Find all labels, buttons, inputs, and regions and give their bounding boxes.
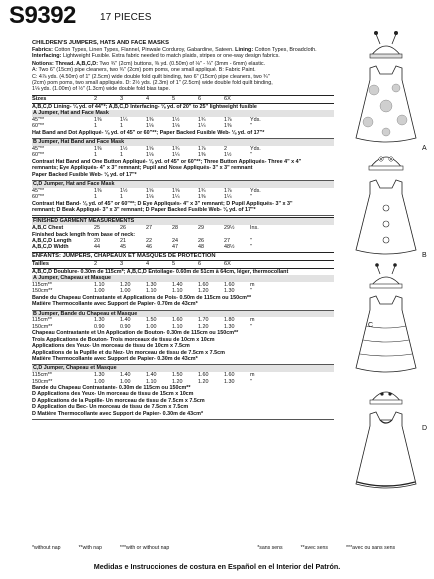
- footnote: ***with or without nap: [119, 545, 170, 551]
- finished-value: 24: [172, 237, 178, 244]
- finished-value: 44: [94, 244, 100, 251]
- taille-value: 5: [172, 260, 176, 267]
- yardage-value: 1.30: [224, 288, 235, 295]
- yardage-value: 1.10: [146, 288, 157, 295]
- chest-value: 25: [94, 225, 100, 232]
- yardage-value: 1¼: [172, 152, 180, 159]
- yardage-value: 1.30: [94, 372, 105, 378]
- section-title: A Jumper, Chapeau et Masque: [32, 275, 334, 282]
- size-value: 2: [94, 95, 98, 102]
- figure-label-c: C: [368, 322, 374, 329]
- section-note: remnant; D Beak Appliqué- 3" x 3" remnant; D Paper Backed Fusible Web- ⅛ yd. of 17"*: [32, 207, 256, 214]
- yardage-value: 2: [224, 145, 227, 152]
- taille-value: 6X: [224, 260, 231, 267]
- yardage-value: 1⅜: [94, 116, 102, 123]
- yardage-value: 1⅛: [146, 123, 154, 130]
- notions-abcd: Two ¾" (2cm) buttons, ⅜ yd. (0.50m) of ⅛" - ¼" (3mm - 6mm) elastic.: [97, 60, 266, 67]
- figure-a-jumper: [356, 66, 416, 142]
- yardage-unit: ": [250, 194, 252, 201]
- section-note: Contrast Hat Band and One Button Appliqué- ⅛ yd. of 45" or 60"**; Three Button Appliqués- Three 4" x 4": [32, 158, 302, 165]
- interfacing-label: Interfacing:: [32, 53, 62, 60]
- yardage-value: 1¼: [120, 116, 128, 123]
- yardage-value: 1.40: [120, 317, 131, 324]
- figure-b-jumper: [356, 180, 416, 254]
- yardage-value: 1.30: [224, 378, 235, 385]
- finished-value: 47: [172, 244, 178, 251]
- yardage-width: 45"**: [32, 116, 45, 123]
- size-value: 5: [172, 95, 176, 102]
- figure-c-hat: [370, 263, 402, 288]
- finished-value: 48½: [224, 244, 235, 251]
- yardage-value: 1.80: [224, 317, 235, 324]
- yardage-value: 1.50: [172, 372, 183, 378]
- yardage-value: 1½: [224, 152, 232, 159]
- yardage-value: 0.90: [94, 323, 105, 330]
- yardage-value: 1.60: [198, 372, 209, 378]
- french-yardage-sections: [32, 275, 334, 420]
- yardage-unit: m: [250, 372, 255, 378]
- chest-value: 29: [198, 225, 204, 232]
- yardage-value: 1.00: [120, 288, 131, 295]
- finished-value: 45: [120, 244, 126, 251]
- finished-row: [32, 244, 334, 251]
- finished-rows: [32, 238, 334, 251]
- footnote: *without nap: [32, 545, 61, 551]
- chest-value: 26: [120, 225, 126, 232]
- section-note: Matière Thermocollante avec Support de Papier- 0.70m de 43cm*: [32, 301, 198, 308]
- chest-value: 29½: [224, 225, 235, 232]
- section-title: A Jumper, Hat and Face Mask: [32, 110, 334, 117]
- yardage-value: 1⅛: [146, 194, 154, 201]
- section-note: Bande du Chapeau Contrastante et Applications de Pois- 0.50m de 115cm ou 150cm**: [32, 294, 252, 301]
- yardage-width: 60"**: [32, 152, 45, 159]
- yardage-value: 1⅝: [146, 145, 154, 152]
- notions-line-5: 1⅛ yds. (1.00m) of ½" (1.3cm) wide double fold bias tape.: [32, 86, 170, 93]
- section-note: Contrast Hat Band- ⅛ yd. of 45" or 60"**; D Eye Appliqués- 4" x 3" remnant; D Pupil Appliqués- 3" x 3": [32, 200, 293, 207]
- finished-value: 46: [146, 244, 152, 251]
- yardage-value: 1.20: [172, 378, 183, 385]
- fabrics-text: [32, 47, 334, 60]
- sizes-label: Sizes: [32, 95, 47, 102]
- figure-label-d: D: [422, 425, 428, 432]
- finished-unit: ": [250, 237, 252, 244]
- yardage-value: 0.90: [120, 323, 131, 330]
- finished-value: 27: [224, 237, 230, 244]
- yardage-value: 1⅞: [224, 187, 232, 194]
- section-title: C,D Jumper, Chapeau et Masque: [32, 365, 334, 372]
- pieces-count: 17 PIECES: [100, 12, 152, 23]
- yardage-unit: ": [250, 288, 252, 295]
- section-title: C,D Jumper, Hat and Face Mask: [32, 181, 334, 188]
- yardage-value: 1¾: [198, 116, 206, 123]
- yardage-value: 1¾: [198, 187, 206, 194]
- yardage-value: 1⅜: [198, 152, 206, 159]
- footnote: *sans sens: [257, 545, 283, 551]
- yardage-value: 1.30: [146, 281, 157, 288]
- yardage-value: 1.20: [198, 378, 209, 385]
- notions-text: [32, 61, 334, 93]
- yardage-value: 1⅞: [224, 116, 232, 123]
- yardage-value: 1.60: [172, 317, 183, 324]
- yardage-value: 1¾: [172, 145, 180, 152]
- yardage-unit: m: [250, 281, 255, 288]
- section-note: Paper Backed Fusible Web- ⅛ yd. of 17"*: [32, 171, 137, 178]
- lining-list: Cotton Types, Broadcloth.: [253, 47, 317, 53]
- section-note: D Application du Bec- Un morceau de tissu de 7.5cm x 7.5cm: [32, 404, 189, 411]
- yardage-value: 1: [120, 152, 123, 159]
- yardage-value: 1.40: [172, 281, 183, 288]
- yardage-width: 45"**: [32, 145, 45, 152]
- section-note: Applications des Yeux- Un morceau de tissu de 10cm x 7.5cm: [32, 343, 190, 350]
- taille-value: 6: [198, 260, 202, 267]
- yardage-value: 1.10: [94, 281, 105, 288]
- garment-illustrations: [340, 28, 430, 548]
- yardage-unit: ": [250, 378, 252, 385]
- yardage-unit: ": [250, 323, 252, 330]
- yardage-value: 1.30: [94, 317, 105, 324]
- back-length-label: Finished back length from base of neck:: [32, 231, 136, 238]
- notions-line-4: (2cm) pom poms, two small appliqués. D: 2½ yds. (2.3m) of 1" (2.5cm) wide double fold quilt binding,: [32, 80, 273, 87]
- yardage-value: 1.50: [146, 317, 157, 324]
- yardage-value: 1⅝: [146, 187, 154, 194]
- yardage-width: 150cm**: [32, 323, 53, 330]
- taille-value: 4: [146, 260, 150, 267]
- yardage-value: 1.00: [94, 378, 105, 385]
- notions-line-2: A: Two 6" (15cm) pipe cleaners, two ¾" (2cm) pom poms, one small appliqué. B: Fabric Paint.: [32, 67, 256, 74]
- finished-measurements-title: FINISHED GARMENT MEASUREMENTS: [32, 218, 334, 225]
- section-title: B Jumper, Bande du Chapeau et Masque: [32, 311, 334, 318]
- yardage-value: 1.40: [120, 372, 131, 378]
- section-title: B Jumper, Hat Band and Face Mask: [32, 139, 334, 146]
- lining-label: Lining:: [233, 47, 254, 53]
- figure-d-jumper: [356, 412, 416, 488]
- section-note: remnants; Eye Appliqués- 4" x 3" remnant; Pupil and Nose Appliqués- 3" x 3" remnant: [32, 165, 253, 172]
- yardage-value: 1.20: [198, 323, 209, 330]
- figure-label-b: B: [422, 252, 427, 259]
- section-note: Hat Band and Dot Appliqué- ⅛ yd. of 45" or 60"**; Paper Backed Fusible Web- ⅛ yd. of 17"*: [32, 129, 265, 136]
- yardage-value: 1.20: [198, 288, 209, 295]
- tailles-label: Tailles: [32, 260, 49, 267]
- yardage-width: 60"**: [32, 194, 45, 201]
- tailles-row: [32, 261, 334, 268]
- section-note: Chapeau Contrastante et Un Application de Bouton- 0.30m de 115cm ou 150cm**: [32, 330, 239, 337]
- size-value: 3: [120, 95, 124, 102]
- yardage-value: 1½: [120, 187, 128, 194]
- yardage-value: 1.60: [224, 372, 235, 378]
- yardage-value: 1¼: [224, 194, 232, 201]
- finished-value: 21: [120, 237, 126, 244]
- fabrics-label: Fabrics:: [32, 47, 53, 53]
- sizes-row: [32, 96, 334, 103]
- interfacing-list: Lightweight Fusible. Extra fabric needed to match plaids, stripes or one-way design fabrics.: [61, 53, 280, 60]
- yardage-value: 1⅜: [198, 194, 206, 201]
- finished-value: 48: [198, 244, 204, 251]
- chest-value: 28: [172, 225, 178, 232]
- yardage-value: 1: [94, 123, 97, 130]
- section-note: Trois Applications de Bouton- Trois morceaux de tissu de 10cm x 10cm: [32, 336, 215, 343]
- yardage-unit: Yds.: [250, 145, 261, 152]
- yardage-value: 1⅜: [94, 145, 102, 152]
- section-note: D Matière Thermocollante avec Support de Papier- 0.30m de 43cm*: [32, 410, 204, 417]
- yardage-value: 1.40: [146, 372, 157, 378]
- yardage-value: 1.70: [198, 317, 209, 324]
- yardage-value: 1.00: [94, 288, 105, 295]
- yardage-value: 1: [94, 194, 97, 201]
- yardage-value: 1⅛: [146, 152, 154, 159]
- size-value: 6: [198, 95, 202, 102]
- yardage-value: 1⅜: [94, 187, 102, 194]
- yardage-value: 1.00: [120, 378, 131, 385]
- section-note: Bande du Chapeau Contrastante- 0.30m de 115cm ou 150cm**: [32, 385, 191, 391]
- size-value: 6X: [224, 95, 231, 102]
- finished-label: A,B,C,D Width: [32, 244, 69, 251]
- notions-label: Notions:: [32, 60, 54, 67]
- pattern-number: S9392: [9, 2, 76, 29]
- yardage-value: 1⅝: [172, 187, 180, 194]
- figure-c-jumper: [356, 296, 416, 372]
- yardage-value: 1½: [120, 145, 128, 152]
- yardage-width: 60"**: [32, 123, 45, 130]
- yardage-value: 1.00: [146, 323, 157, 330]
- yardage-width: 45"**: [32, 187, 45, 194]
- yardage-value: 1⅛: [172, 123, 180, 130]
- section-note: D Applications de la Pupille- Un morceau de tissu de 7.5cm x 7.5cm: [32, 397, 205, 404]
- footnote: **avec sens: [300, 545, 329, 551]
- french-title: ENFANTS: JUMPERS, CHAPEAUX ET MASQUES DE PROTECTION: [32, 252, 216, 259]
- finished-label: A,B,C,D Length: [32, 237, 72, 244]
- footnote: ***avec ou sans sens: [346, 545, 396, 551]
- yardage-value: 1: [94, 152, 97, 159]
- section-note: Applications de la Pupille et du Nez- Un morceau de tissu de 7.5cm x 7.5cm: [32, 349, 225, 356]
- size-value: 4: [146, 95, 150, 102]
- yardage-value: 1.10: [172, 288, 183, 295]
- yardage-value: 1¼: [172, 194, 180, 201]
- yardage-value: 1.10: [146, 378, 157, 385]
- figure-d-hat: [370, 392, 402, 404]
- yardage-unit: Yds.: [250, 187, 261, 194]
- chest-unit: Ins.: [250, 225, 259, 232]
- yardage-unit: m: [250, 317, 255, 324]
- yardage-value: 1⅞: [198, 145, 206, 152]
- yardage-width: 150cm**: [32, 288, 53, 295]
- yardage-value: 1.10: [172, 323, 183, 330]
- yardage-width: 115cm**: [32, 281, 52, 288]
- yardage-value: 1½: [172, 116, 180, 123]
- finished-value: 20: [94, 237, 100, 244]
- yardage-value: 1.30: [224, 323, 235, 330]
- yardage-value: 1: [120, 194, 123, 201]
- spanish-instructions-note: Medidas e Instrucciones de costura en Español en el Interior del Patrón.: [93, 562, 341, 571]
- taille-value: 2: [94, 260, 98, 267]
- english-yardage-sections: [32, 110, 334, 216]
- yardage-width: 150cm**: [32, 378, 53, 385]
- yardage-width: 115cm**: [32, 372, 52, 378]
- footnote: **with nap: [78, 545, 102, 551]
- yardage-value: 1¼: [198, 123, 206, 130]
- yardage-unit: Yds.: [250, 116, 261, 123]
- notions-line-3: C: 4⅞ yds. (4.50m) of 1" (2.5cm) wide double fold quilt binding, two 6" (15cm) pipe cleaners, two ¾": [32, 73, 270, 80]
- yardage-unit: ": [250, 152, 252, 159]
- yardage-value: 1: [120, 123, 123, 130]
- yardage-width: 115cm**: [32, 317, 52, 324]
- french-lining: A,B,C,D Doublure- 0.30m de 115cm*; A,B,C,D Entoilage- 0.60m de 51cm à 64cm, léger, thermocollant: [32, 268, 289, 275]
- yardage-unit: ": [250, 123, 252, 130]
- yardage-value: 1⅜: [146, 116, 154, 123]
- lining-requirements: A,B,C,D Lining- ¼ yd. of 44"*; A,B,C,D Interfacing- ⅛ yd. of 20" to 25" lightweight fusible: [32, 103, 257, 110]
- section-divider: [32, 215, 334, 216]
- requirements-column: [32, 40, 334, 420]
- notions-abcd-label: Thread. A,B,C,D:: [53, 60, 98, 67]
- figure-b-hat: [369, 157, 403, 170]
- chest-label: A,B,C Chest: [32, 225, 64, 232]
- figure-label-a: A: [422, 145, 427, 152]
- section-note: Matière Thermocollante avec Support de Papier- 0.30m de 43cm*: [32, 356, 198, 362]
- taille-value: 3: [120, 260, 124, 267]
- chest-value: 27: [146, 225, 152, 232]
- yardage-value: 1.60: [224, 281, 235, 288]
- pattern-title: CHILDREN'S JUMPERS, HATS AND FACE MASKS: [32, 40, 169, 46]
- section-note: D Applications des Yeux- Un morceau de tissu de 15cm x 10cm: [32, 391, 194, 398]
- yardage-value: 1.60: [198, 281, 209, 288]
- finished-value: 22: [146, 237, 152, 244]
- yardage-value: 1.20: [120, 281, 131, 288]
- figure-a-hat: [370, 31, 402, 58]
- footnotes: [32, 545, 412, 551]
- finished-unit: ": [250, 244, 252, 251]
- yardage-value: 1⅜: [224, 123, 232, 130]
- fabrics-list: Cotton Types, Linen Types, Flannel, Pinwale Corduroy, Gabardine, Sateen.: [52, 47, 234, 53]
- section-divider: [32, 419, 334, 420]
- finished-value: 26: [198, 237, 204, 244]
